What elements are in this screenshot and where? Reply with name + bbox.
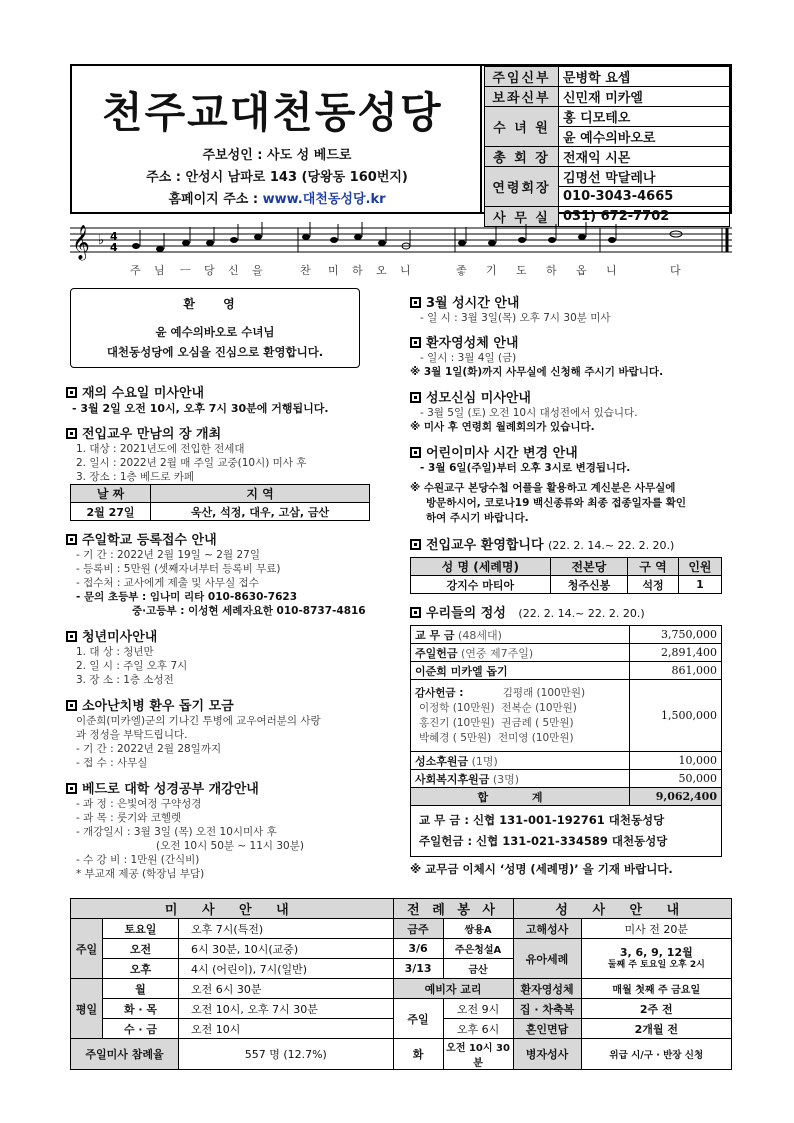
bulletin-header xyxy=(70,64,732,226)
kids-title xyxy=(410,442,732,461)
left-column xyxy=(66,382,386,881)
table-cell: 강지수 마티아 xyxy=(411,576,551,594)
thanks-label: 감사헌금 : xyxy=(415,686,464,699)
mass-day: 화 · 목 xyxy=(103,999,179,1019)
sunday-school-line: - 문의 초등부 : 임나미 리타 010-8630-7623 xyxy=(76,591,298,603)
table-cell: 욱산, 석정, 대우, 고삼, 금산 xyxy=(151,503,370,521)
mass-day: 오전 xyxy=(103,939,179,959)
sunday-label: 주일 xyxy=(71,919,103,979)
sick-title xyxy=(410,332,732,351)
music-note xyxy=(330,237,338,243)
staff-value: 전재익 시몬 xyxy=(559,147,730,167)
offering-note: ※ 교무금 이체시 ‘성명 (세례명)’ 을 기재 바랍니다. xyxy=(410,862,673,876)
lyrics xyxy=(130,262,730,278)
mass-day: 토요일 xyxy=(103,919,179,939)
music-note xyxy=(458,240,466,246)
music-note xyxy=(230,237,238,243)
lyric-syllable: 찬 xyxy=(300,264,311,277)
homepage-label: 홈페이지 주소 : xyxy=(168,192,263,207)
lyric-syllable: 하 xyxy=(352,264,363,277)
account-1: 교 무 금 : 신협 131-001-192761 대천동성당 xyxy=(419,813,665,827)
patron-saint: 주보성인 : 사도 성 베드로 xyxy=(202,148,352,163)
lyric-syllable: 옵 xyxy=(576,264,587,277)
holyhour-line: - 일 시 : 3월 3일(목) 오후 7시 30분 미사 xyxy=(420,312,611,324)
sacrament-info: 2개월 전 xyxy=(581,1019,731,1039)
sick-title-text: 환자영성체 안내 xyxy=(426,336,519,351)
catechism-day: 주일 xyxy=(393,999,443,1039)
youth-line: 1. 대 상 : 청년만 xyxy=(76,646,154,658)
offering-amount: 861,000 xyxy=(630,662,722,680)
holyhour-title-text: 3월 성시간 안내 xyxy=(426,296,520,311)
catechism-time: 오전 10시 30분 xyxy=(443,1039,513,1070)
music-staff xyxy=(70,222,732,282)
pediatric-line: - 접 수 : 사무실 xyxy=(76,757,148,769)
svg-text:4: 4 xyxy=(110,230,118,243)
newcomer-title-text: 전입교우 만남의 장 개최 xyxy=(82,427,222,442)
sunday-school-line: 중·고등부 : 이성현 세례자요한 010-8737-4816 xyxy=(132,605,366,617)
marian-title xyxy=(410,387,732,406)
lyric-syllable: 니 xyxy=(606,264,617,277)
offering-label: 주일헌금 (연중 제7주일) xyxy=(411,644,630,662)
serve-group: 쌍용A xyxy=(443,919,513,939)
svg-text:𝄞: 𝄞 xyxy=(72,225,90,260)
staff-value: 010-3043-4665 xyxy=(559,187,730,207)
transfer-title xyxy=(410,534,732,553)
staff-value: 031) 672-7702 xyxy=(559,207,730,227)
account-2: 주일헌금 : 신협 131-021-334589 대천동성당 xyxy=(419,834,668,848)
right-column xyxy=(410,292,732,877)
catechism-day: 화 xyxy=(393,1039,443,1070)
welcome-line-2: 대천동성당에 오심을 진심으로 환영합니다. xyxy=(106,345,324,359)
marian-line: - 3월 5일 (토) 오전 10시 대성전에서 있습니다. xyxy=(420,407,638,419)
baptism-cell xyxy=(581,939,731,979)
staff-label: 보좌신부 xyxy=(485,87,559,107)
sacrament-name: 집 · 차축복 xyxy=(513,999,581,1019)
lyric-syllable: 님 xyxy=(154,264,165,277)
homepage-link[interactable]: www.대천동성당.kr xyxy=(262,192,386,207)
offering-title xyxy=(410,602,732,621)
music-note xyxy=(182,240,190,246)
bible-line: (오전 10시 50분 ~ 11시 30분) xyxy=(156,840,304,852)
lyric-syllable: 니 xyxy=(400,264,411,277)
staff-label: 주임신부 xyxy=(485,67,559,87)
homepage xyxy=(72,188,482,207)
music-note xyxy=(578,234,586,240)
youth-title xyxy=(66,626,386,645)
youth-line: 3. 장 소 : 1층 소성전 xyxy=(76,674,174,686)
bible-line: - 개강일시 : 3월 3일 (목) 오전 10시미사 후 xyxy=(76,826,277,838)
music-note xyxy=(354,234,362,240)
offering-label: 사회복지후원금 (3명) xyxy=(411,770,630,788)
staff-label: 연령회장 xyxy=(485,167,559,207)
header-title-block xyxy=(72,66,482,212)
ash-title-text: 재의 수요일 미사안내 xyxy=(82,386,205,401)
serve-week: 금주 xyxy=(393,919,443,939)
thanks-entry: 홍진기 (10만원) xyxy=(419,716,495,729)
address: 주소 : 안성시 남파로 143 (당왕동 160번지) xyxy=(146,170,408,185)
thanks-entry: 전미영 (10만원) xyxy=(497,731,574,744)
sacrament-name: 환자영성체 xyxy=(513,979,581,999)
staff-lines xyxy=(70,222,732,262)
sunday-school-title-text: 주일학교 등록접수 안내 xyxy=(82,533,217,548)
offering-label: 교 무 금 (48세대) xyxy=(411,626,630,644)
serve-week: 3/6 xyxy=(393,939,443,959)
catechism-time: 오후 6시 xyxy=(443,1019,513,1039)
svg-text:4: 4 xyxy=(110,241,118,254)
sacrament-info: 3, 6, 9, 12월 xyxy=(619,945,693,959)
attendance-label: 주일미사 참례율 xyxy=(71,1039,179,1070)
bible-line: - 수 강 비 : 1만원 (간식비) xyxy=(76,854,200,866)
mass-day: 월 xyxy=(103,979,179,999)
lyric-syllable: 주 xyxy=(130,264,141,277)
sick-note: ※ 3월 1일(화)까지 사무실에 신청해 주시기 바랍니다. xyxy=(410,366,664,378)
transfer-title-text: 전입교우 환영합니다 xyxy=(426,538,544,553)
marian-title-text: 성모신심 미사안내 xyxy=(426,391,531,406)
music-note xyxy=(254,234,262,240)
lyric-syllable: ㅡ xyxy=(180,264,191,277)
notice-line: 방문하시어, 코로나19 백신종류와 최종 접종일자를 확인 xyxy=(426,497,687,509)
sacrament-info: 미사 전 20분 xyxy=(581,919,731,939)
sunday-school-line: - 접수처 : 교사에게 제출 및 사무실 접수 xyxy=(76,577,259,589)
welcome-line-1: 윤 예수의바오로 수녀님 xyxy=(155,325,275,339)
lyric-syllable: 도 xyxy=(516,264,527,277)
sacrament-info: 위급 시/구 · 반장 신청 xyxy=(581,1039,731,1070)
notice-line: ※ 수원교구 본당수첩 어플을 활용하고 계신분은 사무실에 xyxy=(410,482,676,494)
pediatric-line: 이준희(미카엘)군의 기나긴 투병에 교우여러분의 사랑 xyxy=(76,715,321,727)
welcome-title: 환 영 xyxy=(183,297,247,311)
music-note xyxy=(156,246,164,252)
lyric-syllable: 기 xyxy=(486,264,497,277)
lyric-syllable: 다 xyxy=(670,264,681,277)
thanks-entry: 이정학 (10만원) xyxy=(419,701,495,714)
mass-time: 6시 30분, 10시(교중) xyxy=(179,939,394,959)
music-note xyxy=(302,234,310,240)
staff-value: 홍 디모테오 xyxy=(559,107,730,127)
bible-line: * 부교재 제공 (학장님 부담) xyxy=(76,868,205,880)
newcomer-table xyxy=(70,484,370,521)
music-note xyxy=(608,237,616,243)
parish-name: 천주교대천동성당 xyxy=(102,88,443,137)
lyric-syllable: 당 xyxy=(204,264,215,277)
offering-amount: 10,000 xyxy=(630,752,722,770)
pediatric-line: 과 정성을 부탁드립니다. xyxy=(76,729,188,741)
bible-line: - 과 정 : 은빛여정 구약성경 xyxy=(76,798,202,810)
weekday-label: 평일 xyxy=(71,979,103,1039)
music-note xyxy=(132,243,140,249)
sunday-school-line: - 기 간 : 2022년 2월 19일 ~ 2월 27일 xyxy=(76,549,260,561)
pediatric-title xyxy=(66,695,386,714)
thanks-entry: 김평래 (100만원) xyxy=(502,686,586,699)
music-note xyxy=(378,240,386,246)
youth-line: 2. 일 시 : 주일 오후 7시 xyxy=(76,660,188,672)
thanks-entry: 권금례 ( 5만원) xyxy=(501,716,574,729)
newcomer-title xyxy=(66,423,386,442)
kids-title-text: 어린이미사 시간 변경 안내 xyxy=(426,446,578,461)
bible-title-text: 베드로 대학 성경공부 개강안내 xyxy=(82,782,259,797)
music-note xyxy=(518,237,526,243)
table-header: 성 명 (세례명) xyxy=(411,558,551,576)
marian-note: ※ 미사 후 연령회 월례회의가 있습니다. xyxy=(410,421,595,433)
table-header: 전본당 xyxy=(550,558,628,576)
account-cell xyxy=(411,806,722,857)
transfer-table xyxy=(410,557,722,594)
serve-group: 금산 xyxy=(443,959,513,979)
sacrament-info: 매월 첫째 주 금요일 xyxy=(581,979,731,999)
ash-title xyxy=(66,382,386,401)
sacrament-name: 유아세례 xyxy=(513,939,581,979)
table-cell: 석정 xyxy=(628,576,679,594)
mass-header: 미 사 안 내 xyxy=(71,899,394,919)
mass-time: 오후 7시(특전) xyxy=(179,919,394,939)
staff-table xyxy=(484,66,730,227)
offering-amount: 50,000 xyxy=(630,770,722,788)
serve-week: 3/13 xyxy=(393,959,443,979)
sacrament-header: 성 사 안 내 xyxy=(513,899,731,919)
offering-amount: 2,891,400 xyxy=(630,644,722,662)
schedule-table xyxy=(70,898,732,1070)
staff-value: 김명선 막달레나 xyxy=(559,167,730,187)
offering-total: 9,062,400 xyxy=(630,788,722,806)
staff-value: 문병학 요셉 xyxy=(559,67,730,87)
offering-title-text: 우리들의 정성 xyxy=(426,606,506,621)
lyric-syllable: 오 xyxy=(376,264,387,277)
mass-day: 오후 xyxy=(103,959,179,979)
youth-title-text: 청년미사안내 xyxy=(82,630,158,645)
bible-line: - 과 목 : 룻기와 코헬렛 xyxy=(76,812,182,824)
pediatric-title-text: 소아난치병 환우 돕기 모금 xyxy=(82,699,234,714)
lyric-syllable: 미 xyxy=(328,264,339,277)
music-note xyxy=(488,240,496,246)
music-note xyxy=(548,237,556,243)
sunday-school-line: - 등록비 : 5만원 (셋째자녀부터 등록비 무료) xyxy=(76,563,281,575)
ash-line: - 3월 2일 오전 10시, 오후 7시 30분에 거행됩니다. xyxy=(72,402,329,415)
baptism-sub: 둘째 주 토요일 오후 2시 xyxy=(607,959,705,970)
table-header: 인원 xyxy=(678,558,721,576)
newcomer-line: 1. 대상 : 2021년도에 전입한 전세대 xyxy=(76,443,245,455)
newcomer-line: 3. 장소 : 1층 베드로 카페 xyxy=(76,471,195,483)
svg-text:♭: ♭ xyxy=(98,233,105,248)
table-cell: 1 xyxy=(678,576,721,594)
catechism-header: 예비자 교리 xyxy=(393,979,513,999)
thanks-cell xyxy=(411,680,630,752)
staff-label: 수 녀 원 xyxy=(485,107,559,147)
notice-line: 하여 주시기 바랍니다. xyxy=(426,512,529,524)
music-note xyxy=(206,240,214,246)
lyric-syllable: 하 xyxy=(546,264,557,277)
offering-label: 성소후원금 (1명) xyxy=(411,752,630,770)
catechism-time: 오전 9시 xyxy=(443,999,513,1019)
table-header: 지 역 xyxy=(151,485,370,503)
sacrament-name: 혼인면담 xyxy=(513,1019,581,1039)
welcome-box xyxy=(70,288,360,368)
mass-time: 오전 6시 30분 xyxy=(179,979,394,999)
lyric-syllable: 을 xyxy=(252,264,263,277)
thanks-entry: 전복순 (10만원) xyxy=(501,701,577,714)
staff-label: 사 무 실 xyxy=(485,207,559,227)
lyric-syllable: 좋 xyxy=(456,264,467,277)
mass-time: 4시 (어린이), 7시(일반) xyxy=(179,959,394,979)
sacrament-name: 병자성사 xyxy=(513,1039,581,1070)
staff-label: 총 회 장 xyxy=(485,147,559,167)
transfer-period: (22. 2. 14.~ 22. 2. 20.) xyxy=(548,539,675,552)
offering-period: (22. 2. 14.~ 22. 2. 20.) xyxy=(518,607,645,620)
pediatric-line: - 기 간 : 2022년 2월 28일까지 xyxy=(76,743,222,755)
mass-time: 오전 10시, 오후 7시 30분 xyxy=(179,999,394,1019)
newcomer-line: 2. 일시 : 2022년 2월 매 주일 교중(10시) 미사 후 xyxy=(76,457,307,469)
staff-value: 신민재 미카엘 xyxy=(559,87,730,107)
offering-total-label: 합 계 xyxy=(411,788,630,806)
thanks-entry: 박혜경 ( 5만원) xyxy=(419,731,492,744)
mass-day: 수 · 금 xyxy=(103,1019,179,1039)
lyric-syllable: 신 xyxy=(228,264,239,277)
serve-header: 전 례 봉 사 xyxy=(393,899,513,919)
serve-group: 주은청설A xyxy=(443,939,513,959)
sacrament-info: 2주 전 xyxy=(581,999,731,1019)
holyhour-title xyxy=(410,292,732,311)
staff-value: 윤 예수의바오로 xyxy=(559,127,730,147)
table-cell: 2월 27일 xyxy=(71,503,151,521)
offering-label: 이준희 미카엘 돕기 xyxy=(411,662,630,680)
offering-table xyxy=(410,625,722,857)
sick-line: - 일시 : 3월 4일 (금) xyxy=(420,352,517,364)
offering-amount: 1,500,000 xyxy=(630,680,722,752)
table-header: 날 짜 xyxy=(71,485,151,503)
bible-title xyxy=(66,778,386,797)
attendance-value: 557 명 (12.7%) xyxy=(179,1039,394,1070)
kids-line: - 3월 6일(주일)부터 오후 3시로 변경됩니다. xyxy=(420,462,631,474)
sacrament-name: 고해성사 xyxy=(513,919,581,939)
table-cell: 청주신봉 xyxy=(550,576,628,594)
sunday-school-title xyxy=(66,529,386,548)
table-header: 구 역 xyxy=(628,558,679,576)
mass-time: 오전 10시 xyxy=(179,1019,394,1039)
offering-amount: 3,750,000 xyxy=(630,626,722,644)
